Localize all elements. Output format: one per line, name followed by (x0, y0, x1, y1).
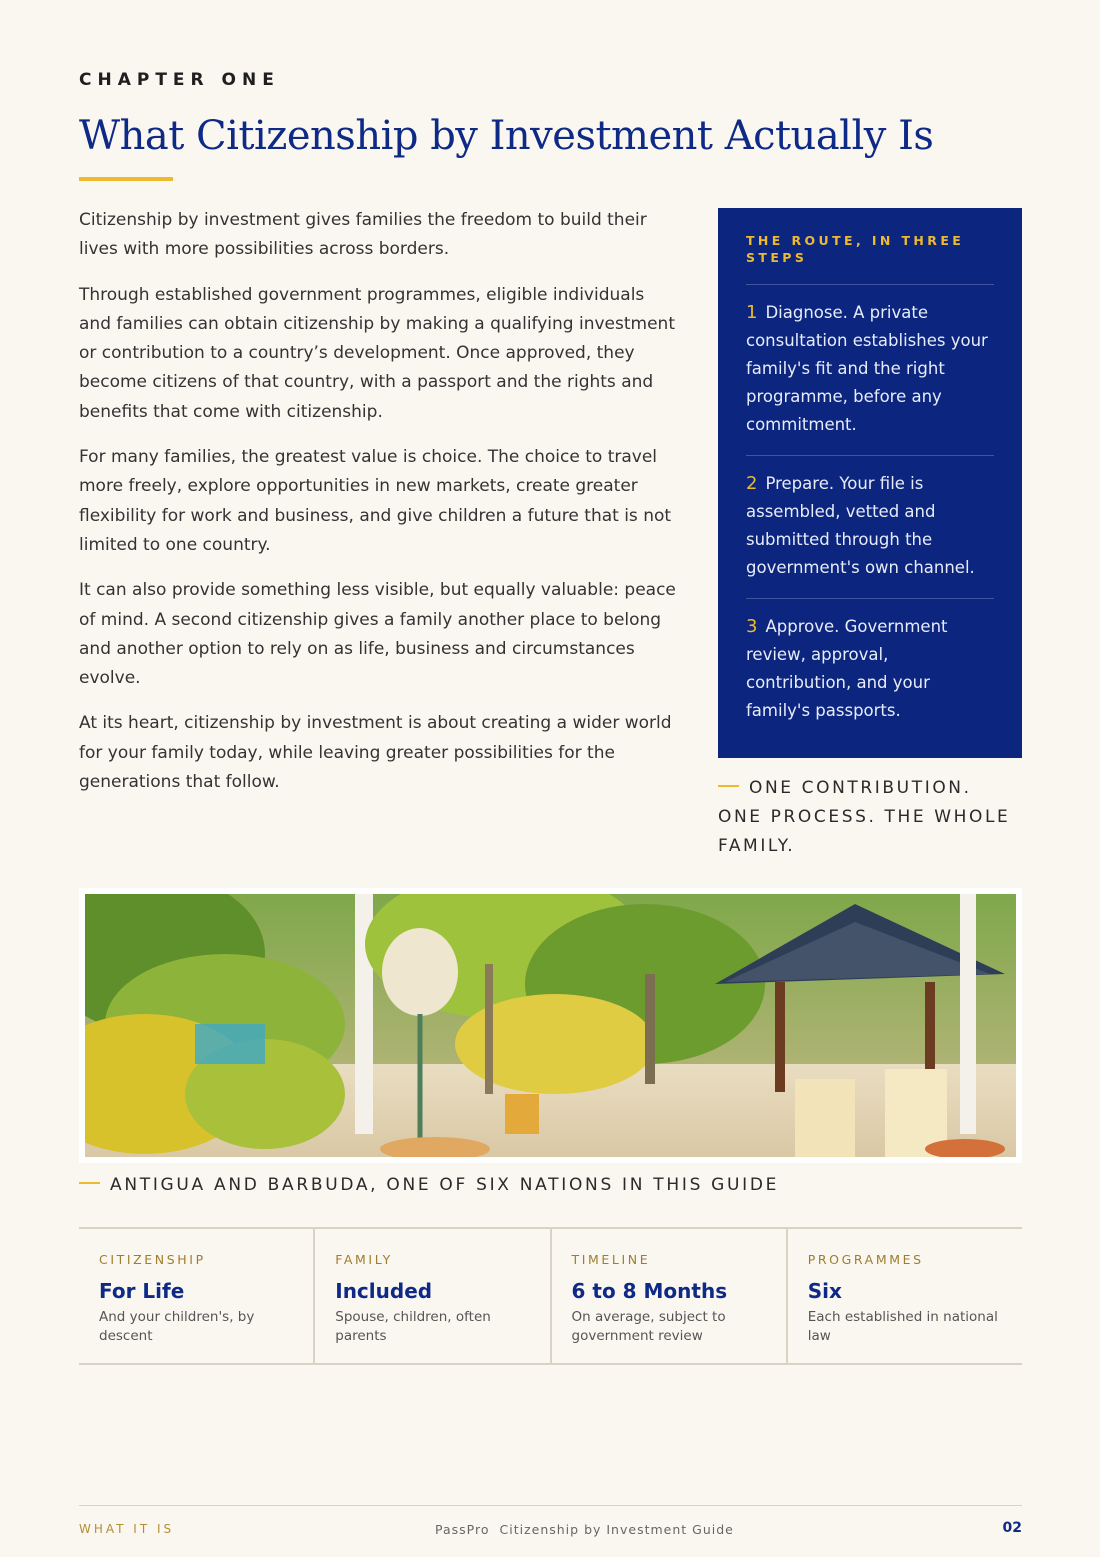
dash-icon (718, 785, 739, 787)
caption-text: ANTIGUA AND BARBUDA, ONE OF SIX NATIONS IN THIS GUIDE (110, 1175, 780, 1195)
stat-label: PROGRAMMES (807, 1252, 924, 1267)
title-underline (79, 177, 173, 181)
pullquote (718, 774, 1018, 861)
body-text (79, 206, 679, 813)
stat-value: For Life (99, 1279, 185, 1303)
step-number: 3 (746, 616, 758, 637)
stat-label: CITIZENSHIP (99, 1252, 206, 1267)
steps-sidebar (718, 208, 1022, 758)
stat-timeline (550, 1229, 786, 1363)
footer-guide: Citizenship by Investment Guide (499, 1522, 734, 1537)
footer-divider (79, 1505, 1022, 1506)
step-number: 2 (746, 473, 758, 494)
steps-title: THE ROUTE, IN THREE STEPS (746, 232, 994, 285)
stat-note: Each established in national law (807, 1309, 998, 1344)
body-paragraph: It can also provide something less visible, but equally valuable: peace of mind. A second citizenship gives a family another place to belong and another option to rely on as life, business and circumstances evolve. (79, 580, 676, 689)
key-facts-strip (79, 1227, 1022, 1365)
body-paragraph: At its heart, citizenship by investment is about creating a wider world for your family today, while leaving greater possibilities for the generations that follow. (79, 713, 672, 793)
stat-note: On average, subject to government review (571, 1309, 726, 1344)
stat-note: Spouse, children, often parents (335, 1309, 491, 1344)
photo-caption (79, 1173, 1019, 1197)
footer-guide-title (435, 1522, 734, 1537)
body-paragraph: For many families, the greatest value is choice. The choice to travel more freely, explore opportunities in new markets, create greater flexibility for work and business, and give children a future that is not limited to one country. (79, 447, 672, 555)
step-item (746, 599, 994, 741)
stat-value: Six (807, 1279, 842, 1303)
stat-programmes (786, 1229, 1022, 1363)
step-text: Diagnose. A private consultation establishes your family's fit and the right programme, before any commitment. (746, 303, 988, 434)
step-text: Prepare. Your file is assembled, vetted and submitted through the government's own channel. (746, 474, 975, 577)
stat-note: And your children's, by descent (99, 1309, 255, 1344)
footer-brand: PassPro (435, 1522, 490, 1537)
page-title: What Citizenship by Investment Actually Is (79, 113, 934, 159)
pullquote-text: ONE CONTRIBUTION. ONE PROCESS. THE WHOLE FAMILY. (718, 778, 1011, 856)
resort-photo-illustration (85, 894, 1016, 1157)
stat-value: Included (335, 1279, 433, 1303)
dash-icon (79, 1182, 100, 1184)
body-paragraph: Through established government programmes, eligible individuals and families can obtain citizenship by making a qualifying investment or contribution to a country’s development. Once approved, they become citizens of that country, with a passport and the rights and benefits that come with citizenship. (79, 284, 675, 422)
resort-photo (79, 888, 1022, 1163)
body-paragraph: Citizenship by investment gives families the freedom to build their lives with more possibilities across borders. (79, 210, 647, 260)
chapter-label: CHAPTER ONE (79, 70, 280, 90)
page-number: 02 (1002, 1520, 1022, 1536)
stat-label: FAMILY (335, 1252, 393, 1267)
stat-label: TIMELINE (571, 1252, 651, 1267)
stat-family (313, 1229, 549, 1363)
step-item (746, 456, 994, 599)
stat-citizenship (79, 1229, 313, 1363)
stat-value: 6 to 8 Months (571, 1279, 728, 1303)
step-text: Approve. Government review, approval, contribution, and your family's passports. (746, 617, 948, 720)
step-item (746, 285, 994, 456)
step-number: 1 (746, 302, 758, 323)
footer-section-label: WHAT IT IS (79, 1522, 175, 1536)
